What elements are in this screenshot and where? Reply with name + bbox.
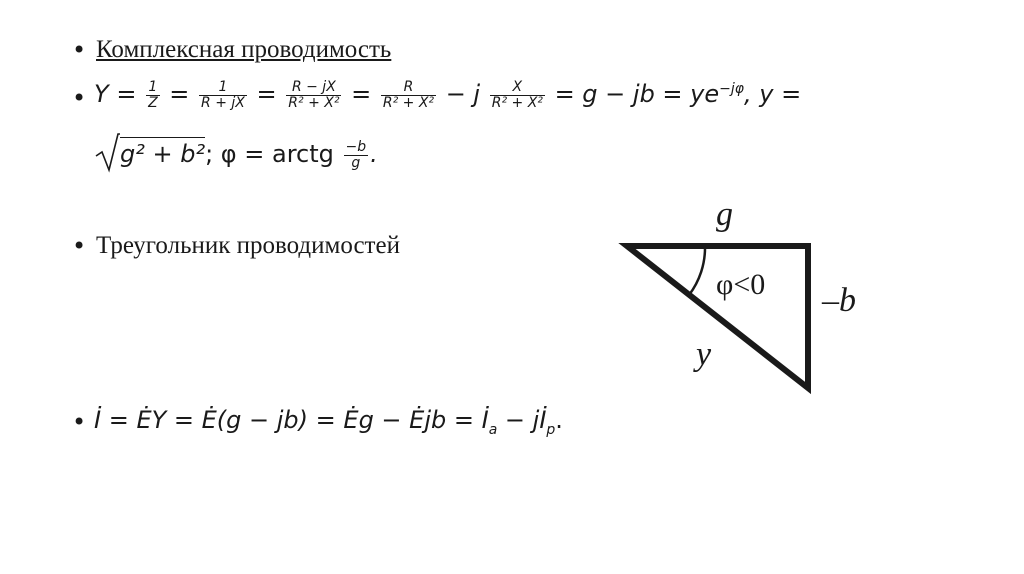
- triangle-label-phi: φ<0: [716, 268, 766, 301]
- triangle-label-g: g: [716, 196, 733, 233]
- fraction-1-over-z: $\frac{1}{Z}$: [148, 79, 158, 111]
- triangle-label-minus-b: –b: [822, 282, 856, 319]
- fraction-minus-b-over-g: $\frac{-b}{g}$: [345, 138, 367, 171]
- angle-arc: [689, 246, 705, 295]
- bullet-marker: •: [72, 84, 87, 112]
- bullet-marker: •: [72, 408, 87, 436]
- triangle-label-y: y: [696, 336, 712, 373]
- fraction-1-over-r-jx: $\frac{1}{R + jX}$: [201, 79, 245, 111]
- bullet-title-complex-conductance: Комплексная проводимость: [96, 36, 392, 63]
- bullet-title-triangle: Треугольник проводимостей: [96, 232, 400, 259]
- formula-admittance: Y = $\frac{1}{Z}$ = $\frac{1}{R + jX}$ = $\frac{R - jX}{\text{R² + X²}}$ = $\frac{R}{\text{R² + X²}}$ − j $\frac{X}{\text{R² + X²}}$ = g − jb = $ye^{-j\varphi}$, y =: [94, 79, 802, 111]
- fraction-x-over-z2: $\frac{X}{\text{R² + X²}}$: [491, 79, 543, 111]
- formula-current: İ = ĖY = Ė(g − jb) = Ėg − Ėjb = $İ_a$ − $jİ_p$.: [94, 406, 563, 438]
- bullet-marker: •: [72, 232, 87, 260]
- bullet-marker: •: [72, 36, 87, 64]
- fraction-r-over-z2: $\frac{R}{\text{R² + X²}}$: [382, 79, 435, 111]
- formula-modulus-phase: g² + b²; φ = arctg $\frac{-b}{g}$ .: [94, 132, 378, 174]
- fraction-r-minus-jx: $\frac{R - jX}{\text{R² + X²}}$: [288, 79, 340, 111]
